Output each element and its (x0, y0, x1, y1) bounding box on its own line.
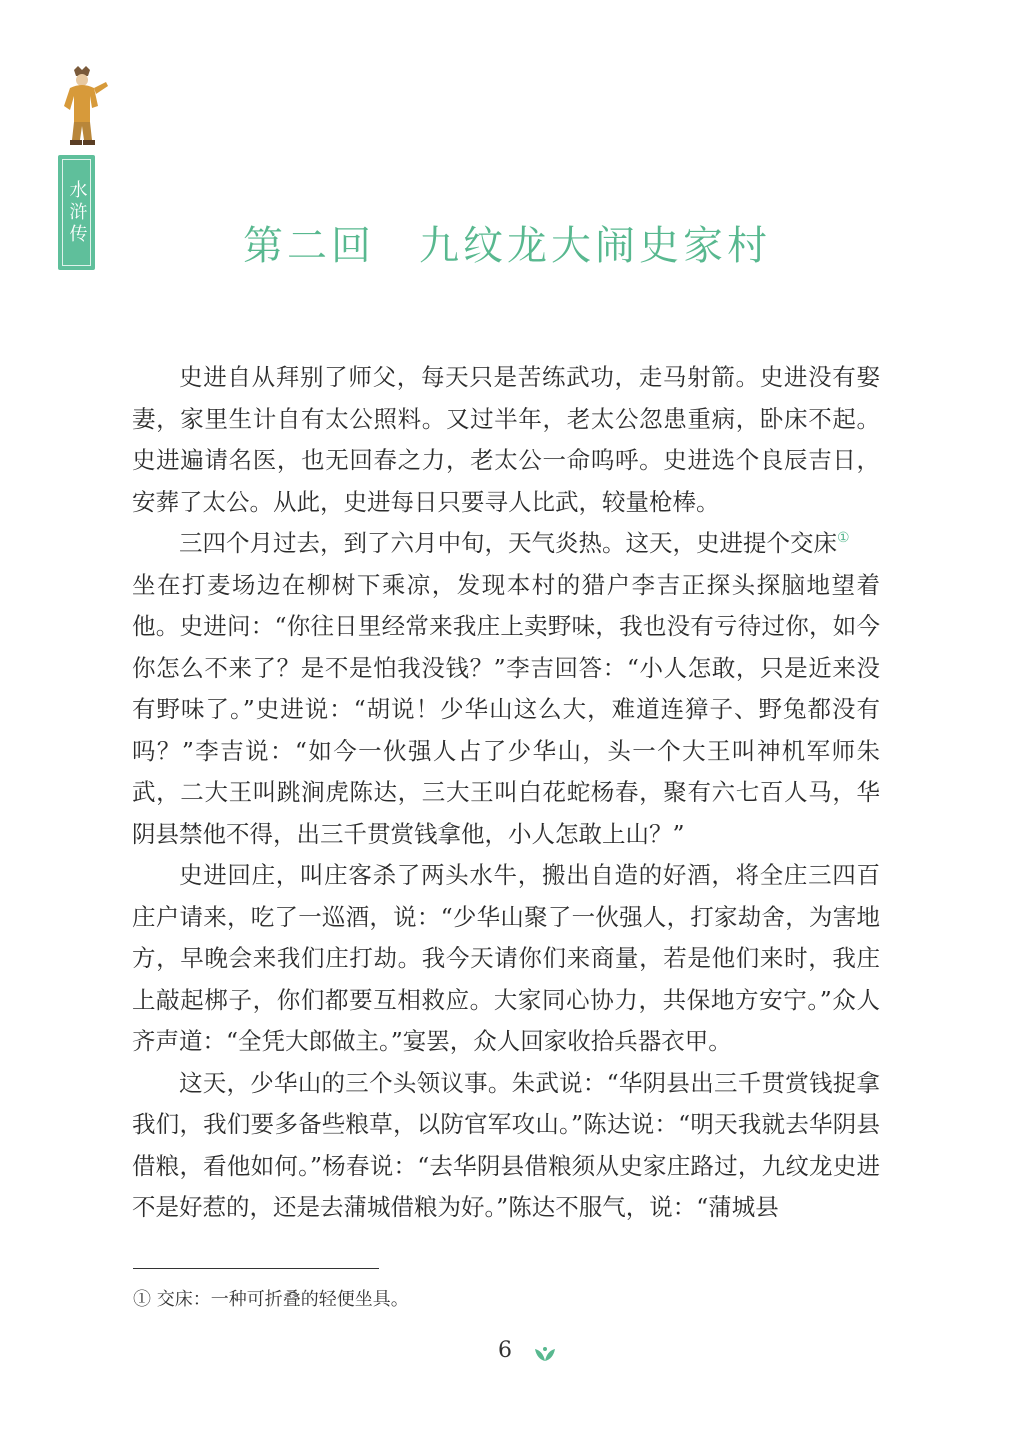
body-text (132, 357, 880, 1229)
leaf-ornament-icon (533, 1345, 557, 1363)
paragraph (132, 523, 880, 565)
paragraph-continued: 坐在打麦场边在柳树下乘凉，发现本村的猎户李吉正探头探脑地望着他。史进问：“你往日里经常来我庄上卖野味，我也没有亏待过你，如今你怎么不来了？是不是怕我没钱？”李吉回答：“小人怎敢，只是近来没有野味了。”史进说：“胡说！少华山这么大，难道连獐子、野兔都没有吗？”李吉说：“如今一伙强人占了少华山，头一个大王叫神机军师朱武，二大王叫跳涧虎陈达，三大王叫白花蛇杨春，聚有六七百人马，华阴县禁他不得，出三千贯赏钱拿他，小人怎敢上山？” (132, 570, 880, 848)
footnote-reference: ① (837, 530, 850, 547)
paragraph: 这天，少华山的三个头领议事。朱武说：“华阴县出三千贯赏钱捉拿我们，我们要多备些粮草，以防官军攻山。”陈达说：“明天我就去华阴县借粮，看他如何。”杨春说：“去华阴县借粮须从史家庄路过，九纹龙史进不是好惹的，还是去蒲城借粮为好。”陈达不服气，说：“蒲城县 (132, 1068, 880, 1221)
footnote: ① 交床：一种可折叠的轻便坐具。 (133, 1289, 409, 1310)
chapter-title: 第二回 九纹龙大闹史家村 (243, 223, 771, 269)
paragraph-text: 三四个月过去，到了六月中旬，天气炎热。这天，史进提个交床 (179, 529, 837, 557)
page-number: 6 (498, 1338, 512, 1363)
footnote-divider (133, 1268, 379, 1269)
costumed-figure-icon (52, 66, 110, 146)
book-title-label: 水浒传 (66, 179, 88, 246)
paragraph: 史进自从拜别了师父，每天只是苦练武功，走马射箭。史进没有娶妻，家里生计自有太公照料。又过半年，老太公忽患重病，卧床不起。史进遍请名医，也无回春之力，老太公一命呜呼。史进选个良辰吉日，安葬了太公。从此，史进每日只要寻人比武，较量枪棒。 (132, 363, 880, 516)
paragraph: 史进回庄，叫庄客杀了两头水牛，搬出自造的好酒，将全庄三四百庄户请来，吃了一巡酒，说：“少华山聚了一伙强人，打家劫舍，为害地方，早晚会来我们庄打劫。我今天请你们来商量，若是他们来时，我庄上敲起梆子，你们都要互相救应。大家同心协力，共保地方安宁。”众人齐声道：“全凭大郎做主。”宴罢，众人回家收拾兵器衣甲。 (132, 861, 880, 1055)
